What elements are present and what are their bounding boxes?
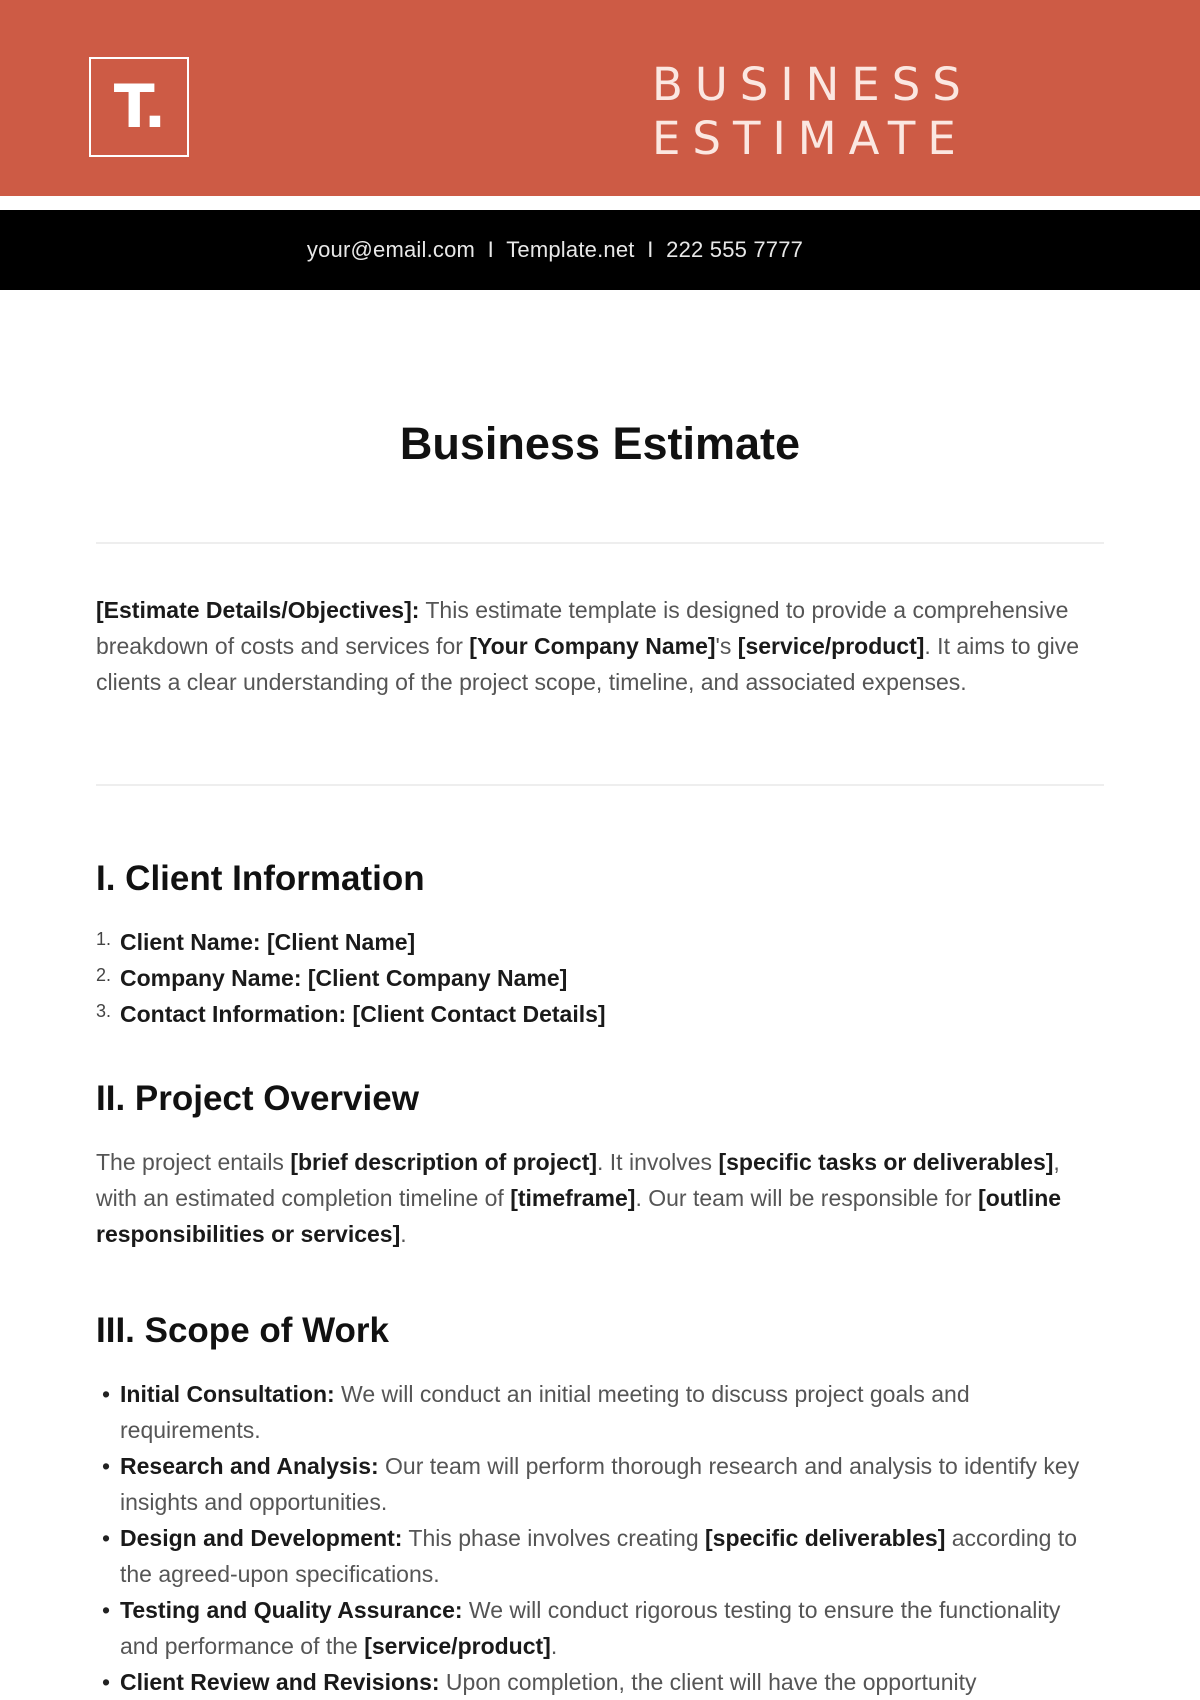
overview-text: , with an estimated completion timeline of — [96, 1149, 1060, 1211]
list-number: 2. — [96, 965, 112, 985]
intro-paragraph — [96, 592, 1104, 700]
list-item — [96, 1592, 1104, 1664]
scope-item-bold: [specific deliverables] — [705, 1525, 946, 1551]
scope-list — [96, 1376, 1104, 1700]
section-heading-scope: III. Scope of Work — [96, 1311, 390, 1350]
section-heading-overview: II. Project Overview — [96, 1079, 419, 1118]
intro-text-3: . It aims to give clients a clear understanding of the project scope, timeline, and associated expenses. — [96, 633, 1080, 695]
list-item — [96, 1448, 1104, 1520]
client-info-list — [96, 924, 1104, 1032]
bullet-icon: • — [102, 1453, 111, 1479]
scope-item-label: Design and Development: — [120, 1525, 403, 1551]
scope-item-label: Client Review and Revisions: — [120, 1669, 440, 1695]
divider — [96, 784, 1104, 786]
overview-text: . — [400, 1221, 407, 1247]
list-item-text: Company Name: [Client Company Name] — [120, 965, 568, 991]
list-number: 1. — [96, 929, 112, 949]
intro-label: [Estimate Details/Objectives]: — [96, 597, 420, 623]
list-item — [96, 1520, 1104, 1592]
scope-item-text: This phase involves creating — [402, 1525, 706, 1551]
scope-item-text: Our team will perform thorough research and analysis to identify key insights and opportunities. — [120, 1453, 1080, 1515]
scope-item-text: We will conduct rigorous testing to ensure the functionality and performance of the — [120, 1597, 1061, 1659]
scope-item-text: Upon completion, the client will have the opportunity — [439, 1669, 977, 1695]
intro-text-1: This estimate template is designed to provide a comprehensive breakdown of costs and services for — [96, 597, 1069, 659]
logo — [89, 57, 189, 157]
overview-paragraph — [96, 1144, 1104, 1252]
overview-bold: [brief description of project] — [290, 1149, 598, 1175]
scope-item-text: according to the agreed-upon specifications. — [120, 1525, 1078, 1587]
list-item — [96, 960, 1104, 996]
scope-item-text: We will conduct an initial meeting to discuss project goals and requirements. — [120, 1381, 970, 1443]
list-item — [96, 996, 1104, 1032]
list-item — [96, 1664, 1104, 1700]
list-item-text: Client Name: [Client Name] — [120, 929, 416, 955]
overview-text: The project entails — [96, 1149, 291, 1175]
bullet-icon: • — [102, 1669, 111, 1695]
overview-text: . It involves — [597, 1149, 719, 1175]
bullet-icon: • — [102, 1525, 111, 1551]
scope-item-bold: [service/product] — [364, 1633, 551, 1659]
contact-bar — [0, 210, 1200, 290]
list-item — [96, 1376, 1104, 1448]
brand-line-1: BUSINESS — [652, 58, 973, 111]
logo-text: T. — [113, 72, 165, 142]
brand-line-2: ESTIMATE — [652, 112, 968, 165]
overview-bold: [specific tasks or deliverables] — [718, 1149, 1054, 1175]
scope-item-label: Testing and Quality Assurance: — [120, 1597, 463, 1623]
intro-text-2: 's — [715, 633, 738, 659]
header-banner — [0, 0, 1200, 196]
list-item — [96, 924, 1104, 960]
list-number: 3. — [96, 1001, 112, 1021]
page-title: Business Estimate — [399, 418, 801, 469]
scope-item-text: . — [550, 1633, 558, 1659]
section-heading-client: I. Client Information — [96, 859, 425, 898]
bullet-icon: • — [102, 1597, 111, 1623]
overview-bold: [timeframe] — [510, 1185, 636, 1211]
bullet-icon: • — [102, 1381, 111, 1407]
header-stripe — [0, 196, 1200, 203]
divider — [96, 542, 1104, 544]
list-item-text: Contact Information: [Client Contact Details] — [120, 1001, 606, 1027]
overview-text: . Our team will be responsible for — [635, 1185, 979, 1211]
contact-info: your@email.com I Template.net I 222 555 7777 — [306, 237, 804, 262]
intro-bold-1: [Your Company Name] — [469, 633, 716, 659]
overview-bold: [outline responsibilities or services] — [96, 1185, 1062, 1247]
intro-bold-2: [service/product] — [737, 633, 925, 659]
scope-item-label: Initial Consultation: — [120, 1381, 335, 1407]
scope-item-label: Research and Analysis: — [120, 1453, 379, 1479]
brand-title — [652, 58, 973, 166]
